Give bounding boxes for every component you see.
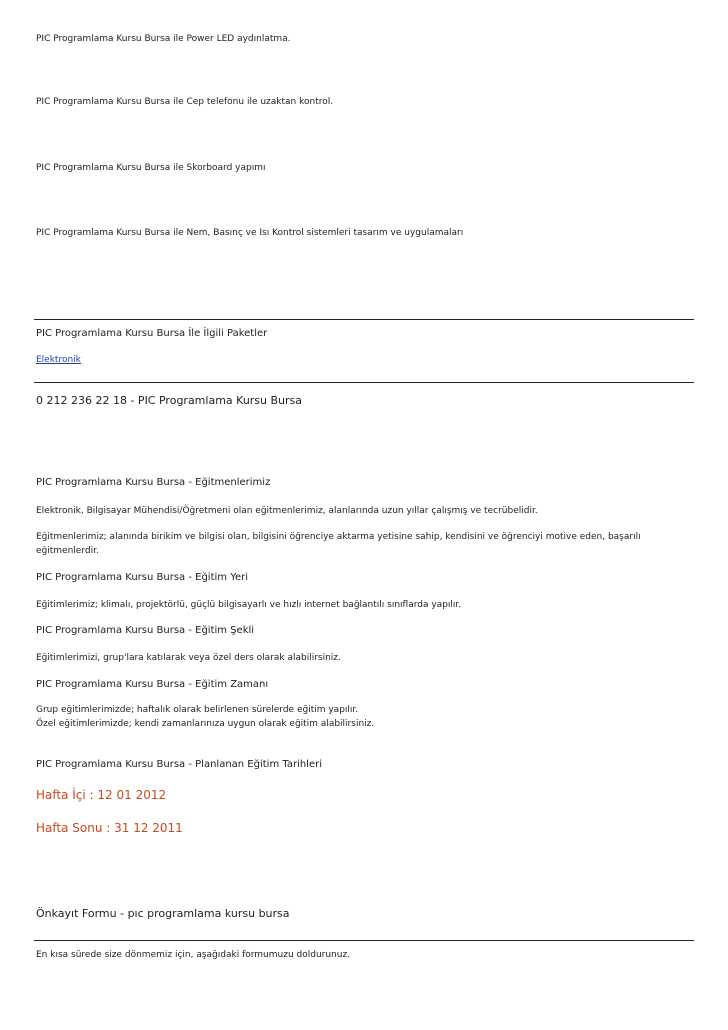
location-text: Eğitimlerimiz; klimalı, projektörlü, güçlü bilgisayarlı ve hızlı internet bağlantılı sınıflarda yapılır.	[36, 600, 462, 610]
weekday-date: Hafta İçi : 12 01 2012	[36, 788, 167, 802]
feature-item: PIC Programlama Kursu Bursa ile Power LED aydınlatma.	[36, 34, 291, 44]
timing-text: Özel eğitimlerimizde; kendi zamanlarınıza uygun olarak eğitim alabilirsiniz.	[36, 719, 375, 729]
timing-heading: PIC Programlama Kursu Bursa - Eğitim Zamanı	[36, 679, 269, 690]
phone-heading: 0 212 236 22 18 - PIC Programlama Kursu Bursa	[36, 394, 303, 407]
instructors-heading: PIC Programlama Kursu Bursa - Eğitmenlerimiz	[36, 477, 271, 488]
divider	[34, 382, 694, 383]
form-intro: En kısa sürede size dönmemiz için, aşağıdaki formumuzu doldurunuz.	[36, 950, 351, 960]
feature-item: PIC Programlama Kursu Bursa ile Nem, Basınç ve Isı Kontrol sistemleri tasarım ve uygulamaları	[36, 228, 464, 238]
divider	[34, 319, 694, 320]
elektronik-link[interactable]: Elektronik	[36, 355, 81, 365]
location-heading: PIC Programlama Kursu Bursa - Eğitim Yeri	[36, 572, 249, 583]
divider	[34, 940, 694, 941]
timing-text: Grup eğitimlerimizde; haftalık olarak belirlenen sürelerde eğitim yapılır.	[36, 705, 359, 715]
instructors-text: Elektronik, Bilgisayar Mühendisi/Öğretmeni olan eğitmenlerimiz, alanlarında uzun yıllar çalışmış ve tecrübelidir.	[36, 506, 538, 516]
form-heading: Önkayıt Formu - pıc programlama kursu bursa	[36, 907, 290, 920]
format-heading: PIC Programlama Kursu Bursa - Eğitim Şekli	[36, 625, 255, 636]
feature-item: PIC Programlama Kursu Bursa ile Cep telefonu ile uzaktan kontrol.	[36, 97, 334, 107]
dates-heading: PIC Programlama Kursu Bursa - Planlanan Eğitim Tarihleri	[36, 759, 322, 770]
instructors-text: Eğitmenlerimiz; alanında birikim ve bilgisi olan, bilgisini öğrenciye aktarma yetisine sahip, kendisini ve öğrenciyi motive eden, başarılı	[36, 532, 641, 542]
packages-heading: PIC Programlama Kursu Bursa İle İlgili Paketler	[36, 328, 268, 339]
instructors-text: eğitmenlerdir.	[36, 546, 99, 556]
weekend-date: Hafta Sonu : 31 12 2011	[36, 821, 183, 835]
feature-item: PIC Programlama Kursu Bursa ile Skorboard yapımı	[36, 163, 266, 173]
format-text: Eğitimlerimizi, grup'lara katılarak veya özel ders olarak alabilirsiniz.	[36, 653, 341, 663]
